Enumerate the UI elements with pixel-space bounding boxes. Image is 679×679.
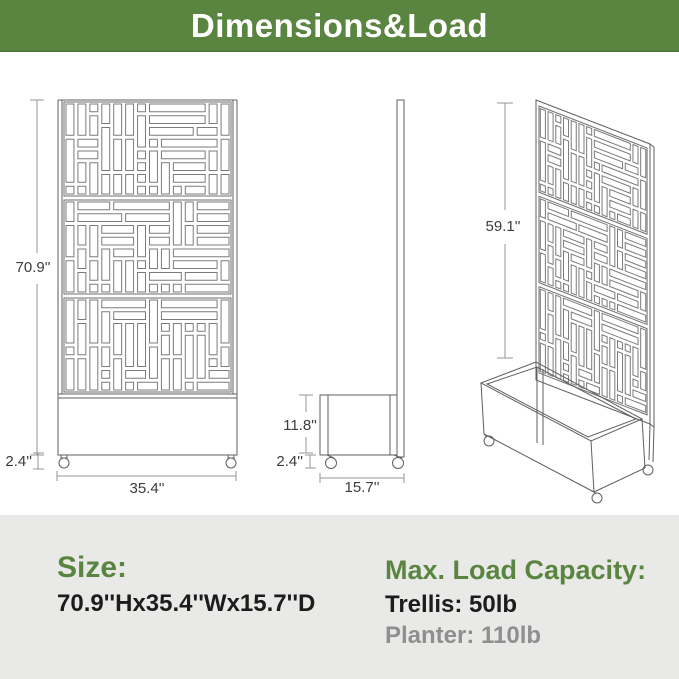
load-capacity-heading: Max. Load Capacity: xyxy=(385,555,647,585)
side-planter-height-dimension-label: 11.8'' xyxy=(283,417,317,434)
perspective-view-drawing xyxy=(481,100,654,503)
front-view-drawing xyxy=(5,100,237,497)
perspective-planter-box xyxy=(481,362,645,492)
perspective-trellis-pattern xyxy=(539,106,647,415)
side-wheel-dimension-label: 2.4'' xyxy=(276,453,303,470)
front-caster-left xyxy=(59,455,69,468)
side-view-drawing xyxy=(276,100,404,496)
size-value: 70.9''Hx35.4''Wx15.7''D xyxy=(57,590,316,617)
front-trellis-pattern-bottom xyxy=(66,300,229,390)
perspective-caster-front-right xyxy=(592,492,602,503)
size-heading: Size: xyxy=(57,551,128,584)
front-trellis-frame xyxy=(58,100,237,394)
front-height-dimension xyxy=(30,100,44,455)
front-trellis-pattern-top xyxy=(66,104,229,194)
side-trellis-panel xyxy=(397,100,404,457)
front-wheel-dimension-label: 2.4'' xyxy=(5,453,32,470)
side-wheel-dimension xyxy=(305,455,316,468)
page-title: Dimensions&Load xyxy=(190,6,489,44)
perspective-trellis-height-dimension-label: 59.1'' xyxy=(485,218,521,235)
front-planter-box xyxy=(58,394,237,455)
planter-load-value: Planter: 110lb xyxy=(385,622,542,649)
front-width-dimension-label: 35.4'' xyxy=(129,480,165,497)
perspective-caster-front-left xyxy=(484,434,494,446)
load-capacity-block xyxy=(385,555,646,650)
front-height-dimension-label: 70.9'' xyxy=(15,259,51,276)
front-caster-right xyxy=(226,455,236,468)
side-depth-dimension-label: 15.7'' xyxy=(344,479,380,496)
trellis-load-value: Trellis: 50lb xyxy=(385,591,518,618)
front-trellis-pattern-middle xyxy=(66,202,229,292)
side-planter-box xyxy=(320,395,397,455)
size-info-block xyxy=(57,551,315,618)
side-caster-left xyxy=(326,455,337,469)
perspective-caster-back-right xyxy=(643,465,653,475)
